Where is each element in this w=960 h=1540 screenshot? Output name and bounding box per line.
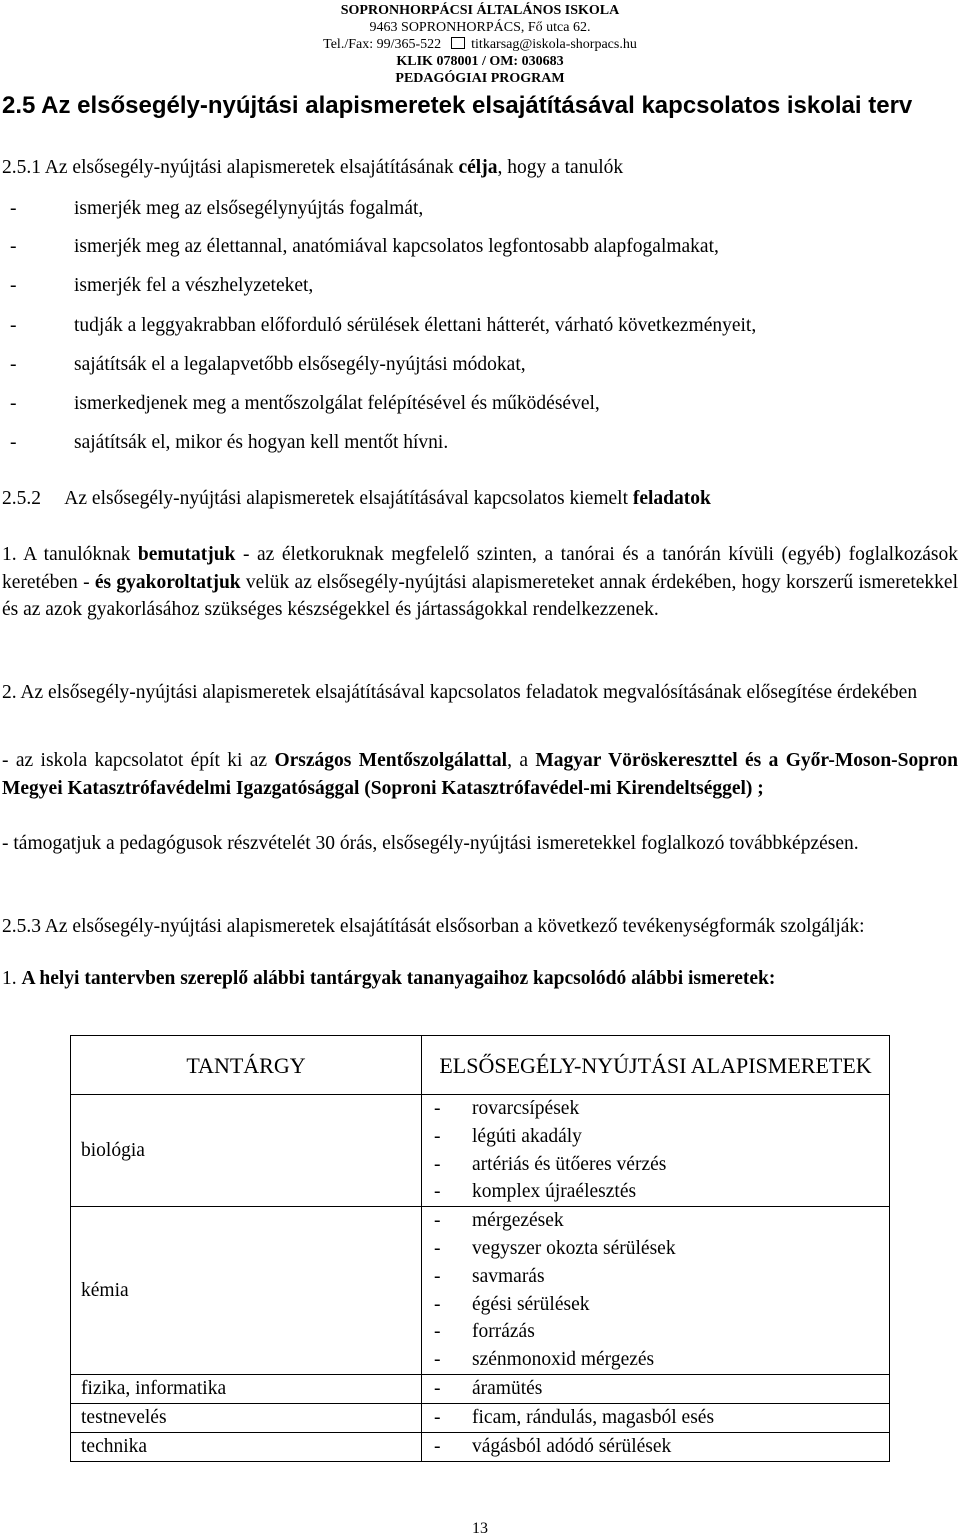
list-item-text: tudják a leggyakrabban előforduló sérülések élettani hátterét, várható következményeit, — [74, 315, 757, 336]
topics-cell — [422, 1095, 890, 1207]
text: velük az elsősegély-nyújtási alapismereteket annak érdekében, hogy korszerű ismeretekkel és az azok gyakorlásához szükséges készségekkel és jártasságokkal rendelkezzenek. — [2, 571, 959, 620]
list-heading-1 — [2, 968, 775, 990]
topics-cell — [422, 1207, 890, 1375]
text: 1. A tanulóknak — [2, 544, 138, 565]
list-item — [10, 432, 448, 454]
document-header — [0, 2, 960, 87]
topics-cell — [422, 1403, 890, 1432]
list-item-text: ismerkedjenek meg a mentőszolgálat felépítésével és működésével, — [74, 393, 600, 414]
bold-text: bemutatjuk — [137, 544, 236, 565]
school-ids: KLIK 078001 / OM: 030683 — [396, 54, 564, 69]
topics-cell — [422, 1432, 890, 1461]
topic-item: - ficam, rándulás, magasból esés — [434, 1406, 715, 1428]
subsection-253-heading: 2.5.3 Az elsősegély-nyújtási alapismeretek elsajátítását elsősorban a következő tevékenységformák szolgálják: — [2, 916, 865, 937]
email-address: titkarsag@iskola-shorpacs.hu — [471, 37, 637, 52]
topic-item: - forrázás — [434, 1321, 535, 1343]
paragraph-1 — [2, 541, 958, 624]
subject-cell: technika — [71, 1432, 422, 1461]
list-item-text: sajátítsák el a legalapvetőbb elsősegély-nyújtási módokat, — [74, 354, 526, 375]
school-contact — [0, 36, 960, 53]
school-name: SOPRONHORPÁCSI ÁLTALÁNOS ISKOLA — [340, 3, 620, 18]
list-item — [10, 354, 526, 376]
bold-text: és gyakoroltatjuk — [94, 571, 241, 593]
dash: - — [10, 432, 17, 453]
dash: - — [10, 354, 17, 375]
subsection-252-text: 2.5.2 Az elsősegély-nyújtási alapismeretek elsajátításával kapcsolatos kiemelt — [2, 488, 633, 509]
paragraph-4: - támogatjuk a pedagógusok részvételét 30 órás, elsősegély-nyújtási ismeretekkel foglalkozó továbbképzésen. — [2, 833, 859, 854]
column-header-subject: TANTÁRGY — [71, 1036, 422, 1095]
list-item — [10, 393, 600, 415]
table-row — [71, 1432, 890, 1461]
program-title: PEDAGÓGIAI PROGRAM — [395, 71, 565, 86]
bold-text: Magyar Vöröskereszttel és a Győr-Moson-Sopron Megyei Katasztrófavédelmi Igazgatósággal (Soproni Katasztrófavédel-mi Kirendeltséggel) ; — [2, 750, 959, 799]
list-item-text: ismerjék meg az elsősegélynyújtás fogalmát, — [74, 198, 424, 219]
subsection-252-bold: feladatok — [632, 488, 711, 509]
subject-cell: testnevelés — [71, 1403, 422, 1432]
subsection-251-suffix: , hogy a tanulók — [497, 157, 624, 178]
dash: - — [10, 393, 17, 414]
list-item — [10, 315, 756, 337]
table-row — [71, 1403, 890, 1432]
topic-item: - vegyszer okozta sérülések — [434, 1238, 676, 1260]
list-item — [10, 198, 423, 220]
list-heading-text: A helyi tantervben szereplő alábbi tantárgyak tananyagaihoz kapcsolódó alábbi ismeretek: — [21, 968, 776, 989]
list-number: 1. — [2, 968, 22, 989]
subject-cell: kémia — [71, 1207, 422, 1375]
table-row — [71, 1375, 890, 1404]
column-header-topics: ELSŐSEGÉLY-NYÚJTÁSI ALAPISMERETEK — [422, 1036, 890, 1095]
topic-item: - vágásból adódó sérülések — [434, 1435, 672, 1457]
list-item-text: sajátítsák el, mikor és hogyan kell mentőt hívni. — [74, 432, 449, 453]
section-title: 2.5 Az elsősegély-nyújtási alapismeretek elsajátításával kapcsolatos iskolai terv — [2, 92, 913, 119]
topics-cell — [422, 1375, 890, 1404]
list-item — [10, 275, 313, 297]
topic-item: - komplex újraélesztés — [434, 1181, 637, 1203]
subsection-252-heading — [2, 488, 711, 510]
phone-fax: Tel./Fax: 99/365-522 — [323, 37, 442, 52]
topic-item: - szénmonoxid mérgezés — [434, 1349, 655, 1371]
subject-cell: biológia — [71, 1095, 422, 1207]
dash: - — [10, 315, 17, 336]
dash: - — [10, 275, 17, 296]
subsection-251-bold: célja — [458, 157, 498, 178]
topic-item: - savmarás — [434, 1265, 545, 1287]
text: - az iskola kapcsolatot épít ki az — [2, 750, 275, 771]
text: - az életkoruknak megfelelő szinten, a tanórai és a tanórán kívüli (egyéb) foglalkozások keretében - — [2, 544, 958, 593]
subsection-251-text: 2.5.1 Az elsősegély-nyújtási alapismeretek elsajátításának — [2, 157, 459, 178]
paragraph-3 — [2, 747, 958, 802]
list-item — [10, 236, 719, 258]
school-address: 9463 SOPRONHORPÁCS, Fő utca 62. — [369, 20, 591, 35]
text: , a — [507, 750, 536, 771]
topic-item: - artériás és ütőeres vérzés — [434, 1153, 667, 1175]
subsection-251-heading — [2, 157, 623, 179]
paragraph-2: 2. Az elsősegély-nyújtási alapismeretek elsajátításával kapcsolatos feladatok megvalósításának elősegítése érdekében — [2, 682, 918, 703]
topic-item: - mérgezések — [434, 1210, 564, 1232]
dash: - — [10, 198, 17, 219]
list-item-text: ismerjék meg az élettannal, anatómiával kapcsolatos legfontosabb alapfogalmakat, — [74, 236, 719, 257]
page-number: 13 — [472, 1520, 488, 1537]
bold-text: Országos Mentőszolgálattal — [274, 750, 508, 771]
table-row — [71, 1207, 890, 1375]
table-header-row — [71, 1036, 890, 1095]
topic-item: - légúti akadály — [434, 1125, 582, 1147]
topic-item: - rovarcsípések — [434, 1098, 580, 1119]
list-item-text: ismerjék fel a vészhelyzeteket, — [74, 275, 314, 296]
table-row — [71, 1095, 890, 1207]
first-aid-table — [70, 1035, 890, 1462]
topic-item: - égési sérülések — [434, 1293, 590, 1315]
computer-icon — [451, 37, 465, 49]
topic-item: - áramütés — [434, 1378, 543, 1400]
dash: - — [10, 236, 17, 257]
subject-cell: fizika, informatika — [71, 1375, 422, 1404]
